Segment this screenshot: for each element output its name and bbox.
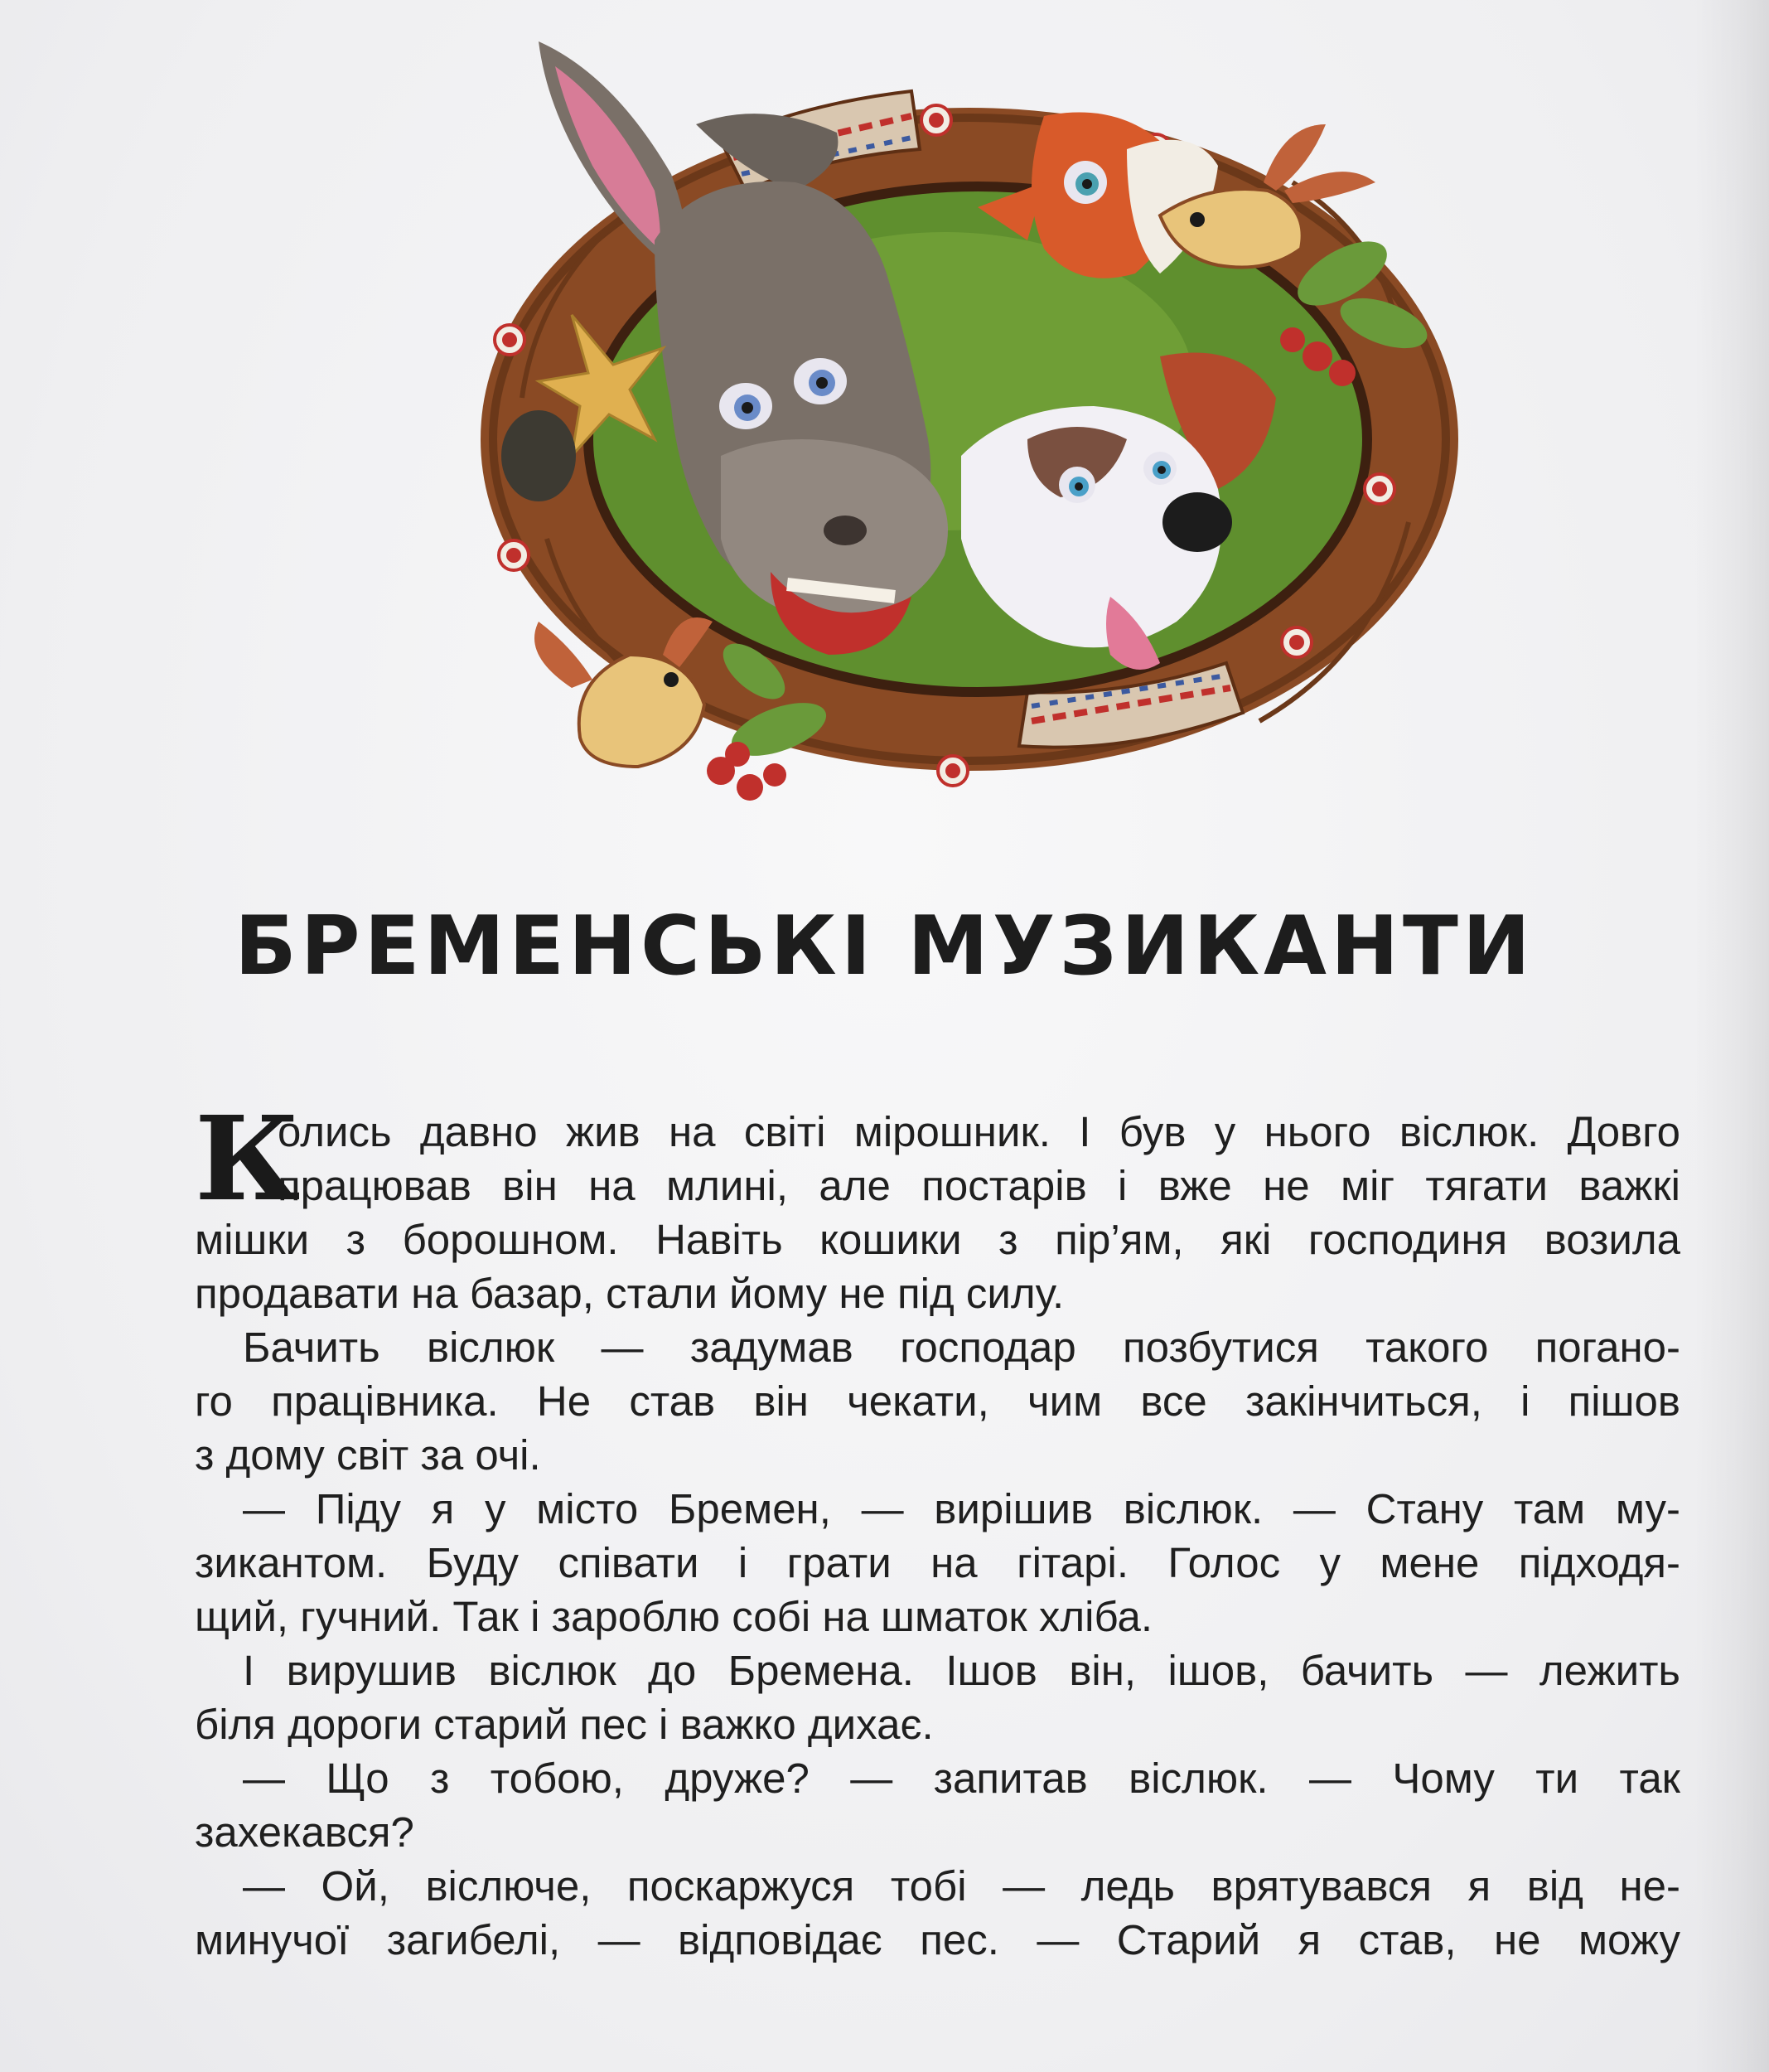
- text-line: — Піду я у місто Бремен, — вирішив віслюк. — Стану там му-: [243, 1485, 1680, 1532]
- story-text: [195, 1092, 1680, 1967]
- first-paragraph-block: [195, 1092, 1680, 1227]
- text-line: — Ой, віслюче, поскаржуся тобі — ледь врятувався я від не-: [243, 1862, 1680, 1910]
- drop-cap-letter: К: [195, 1092, 301, 1227]
- text-line: працював він на млині, але постарів і вже не міг тягати важкі: [278, 1162, 1680, 1209]
- dog-nose: [1162, 492, 1232, 552]
- text-line: щий, гучний. Так і зароблю собі на шматок хліба.: [195, 1593, 1153, 1640]
- illustration-svg: [447, 25, 1491, 845]
- text-line: І вирушив віслюк до Бремена. Ішов він, ішов, бачить — лежить: [243, 1647, 1680, 1694]
- text-line: — Що з тобою, друже? — запитав віслюк. — Чому ти так: [243, 1755, 1680, 1802]
- text-line: го працівника. Не став він чекати, чим все закінчиться, і пішов: [195, 1377, 1680, 1425]
- story-illustration: [447, 25, 1491, 845]
- text-line: мішки з борошном. Навіть кошики з пір’ям, які господиня возила: [195, 1216, 1680, 1263]
- text-line: біля дороги старий пес і важко дихає.: [195, 1701, 934, 1748]
- text-line: олись давно жив на світі мірошник. І був у нього віслюк. Довго: [278, 1108, 1680, 1155]
- text-line: зикантом. Буду співати і грати на гітарі. Голос у мене підходя-: [195, 1539, 1680, 1586]
- text-line: з дому світ за очі.: [195, 1431, 541, 1479]
- text-line: Бачить віслюк — задумав господар позбутися такого погано-: [243, 1324, 1680, 1371]
- text-line: минучої загибелі, — відповідає пес. — Старий я став, не можу: [195, 1916, 1680, 1963]
- story-title: БРЕМЕНСЬКІ МУЗИКАНТИ: [234, 899, 1535, 994]
- text-line: захекався?: [195, 1808, 414, 1856]
- page-gutter-shadow: [1694, 0, 1769, 2072]
- text-line: продавати на базар, стали йому не під силу.: [195, 1270, 1065, 1317]
